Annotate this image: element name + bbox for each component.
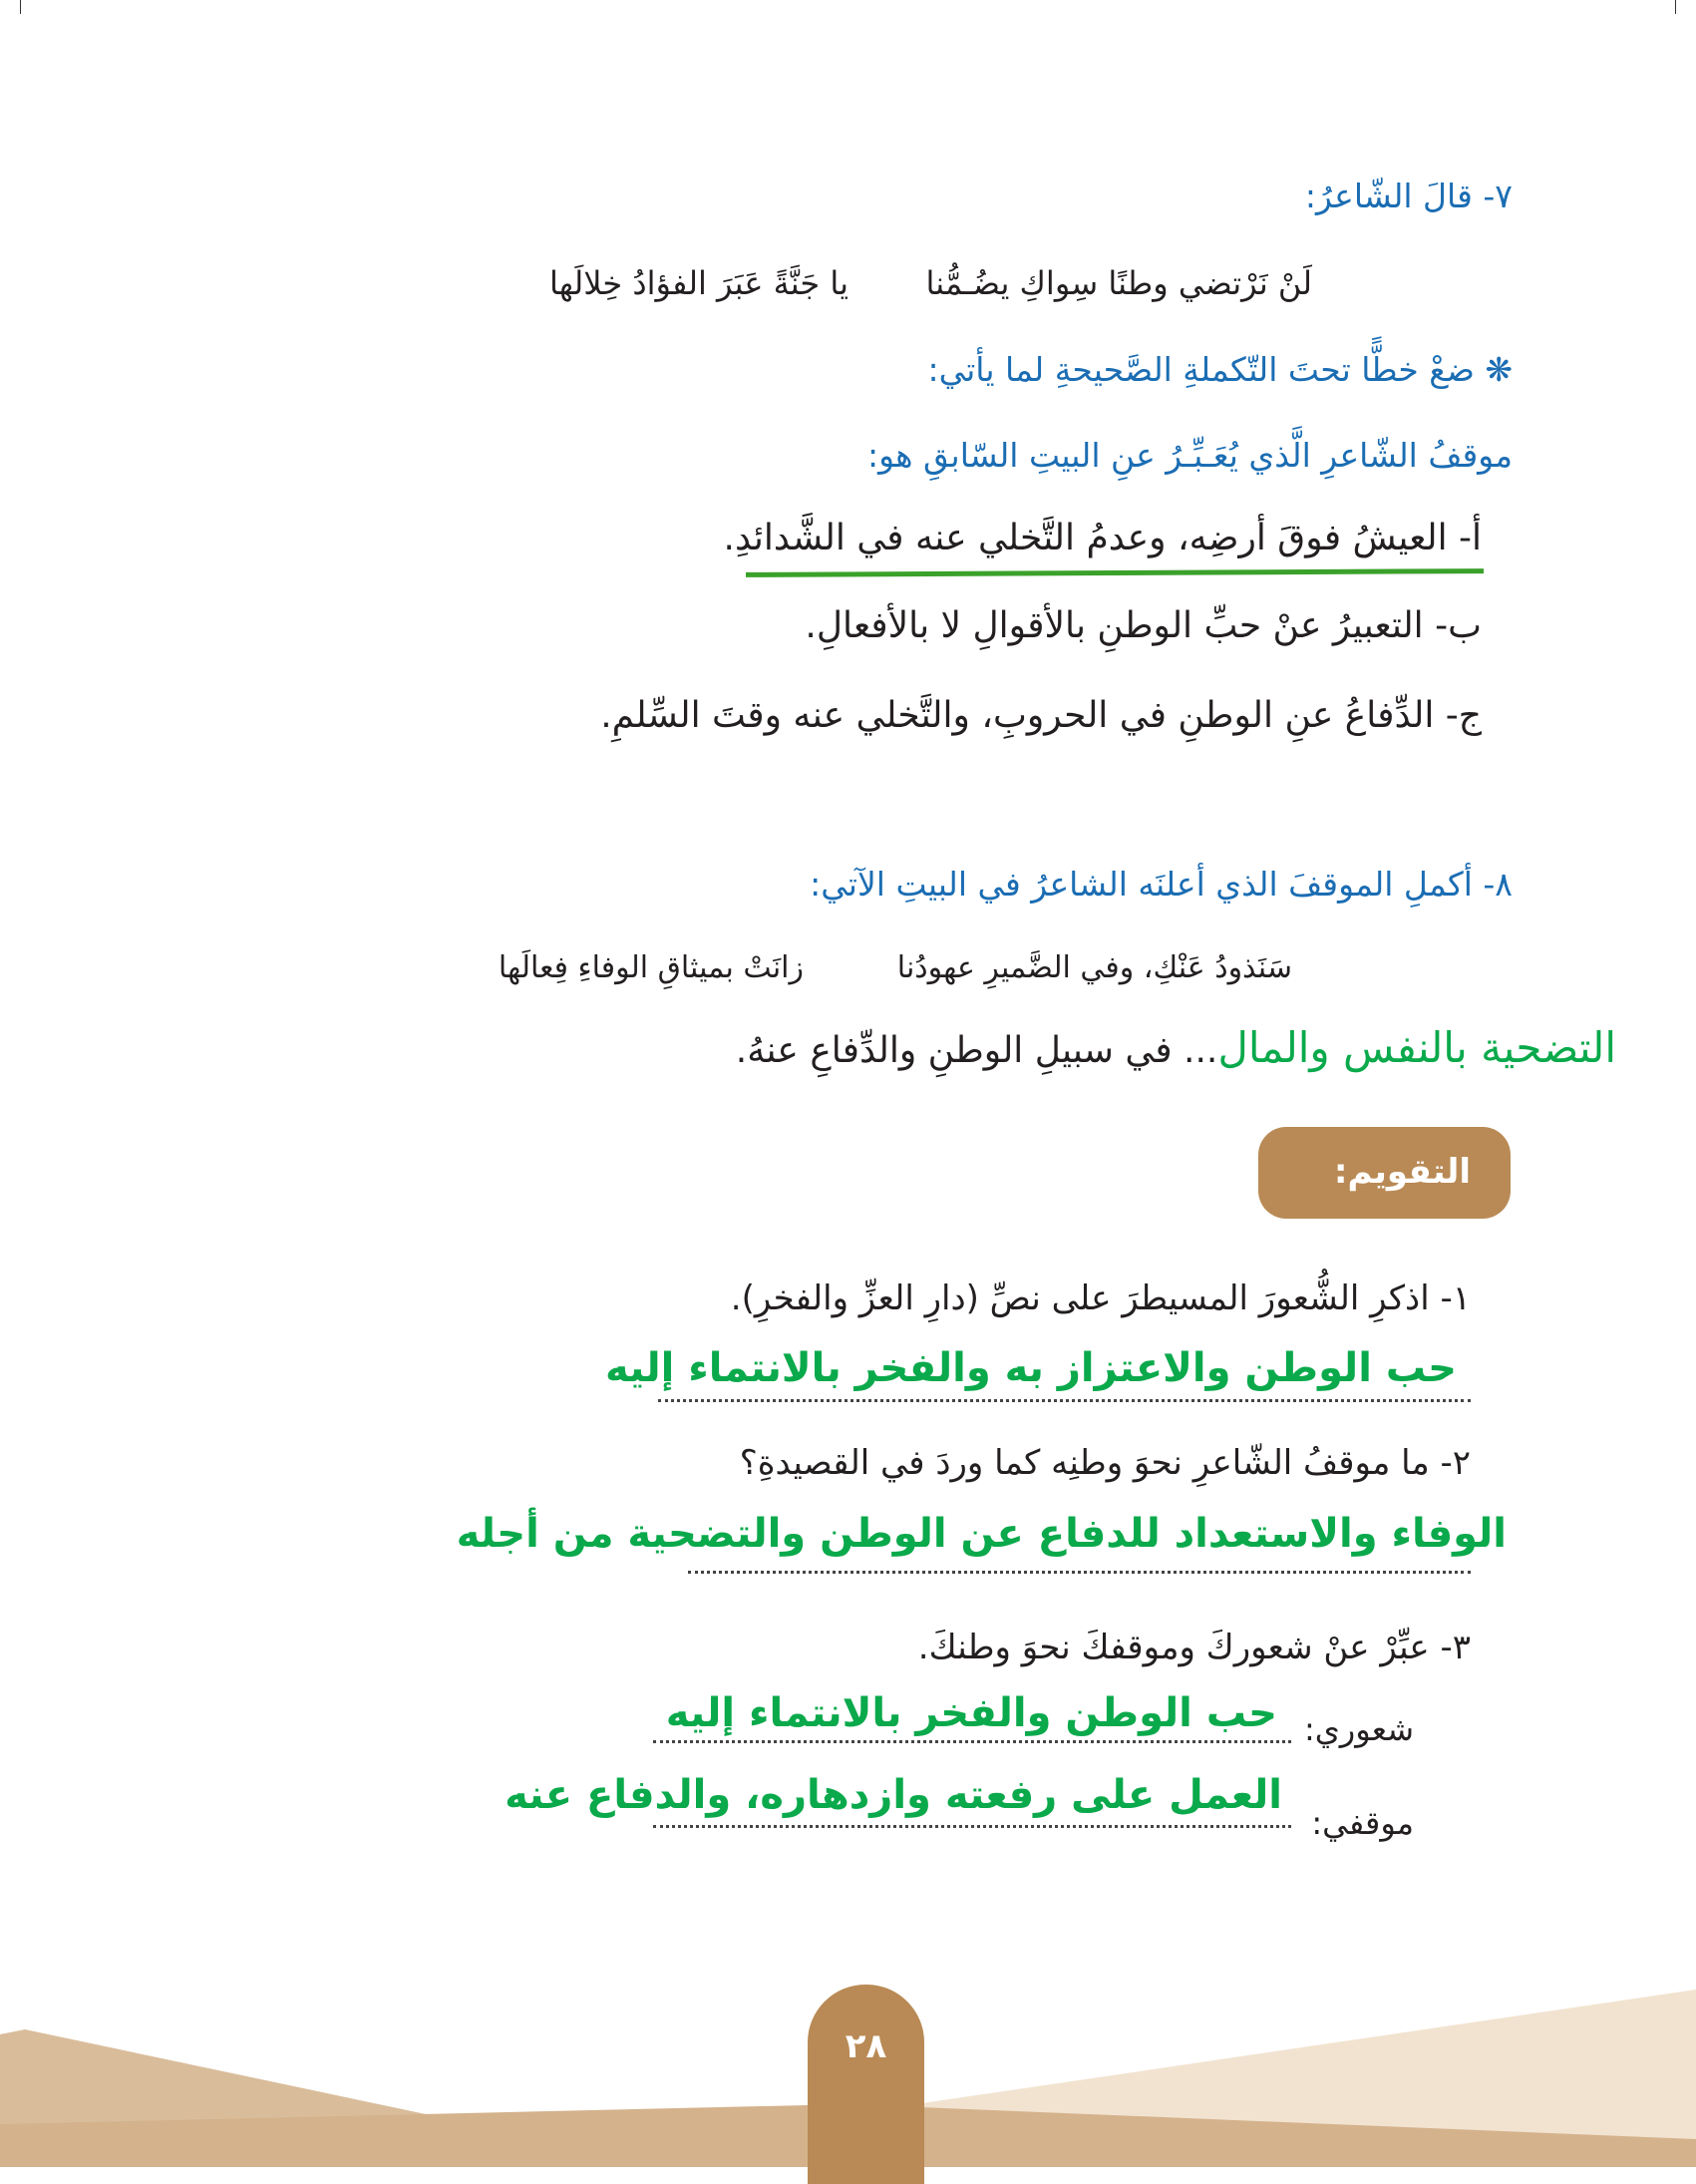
q7-instruction: ❋ ضعْ خطًّا تحتَ التّكملةِ الصَّحيحةِ لما يأتي: [927, 350, 1513, 389]
q8-sentence-rest: ... في سبيلِ الوطنِ والدِّفاعِ عنهُ. [735, 1030, 1218, 1071]
eval-a1[interactable]: حب الوطن والاعتزاز به والفخر بالانتماء إليه [605, 1345, 1457, 1391]
feeling-label: شعوري: [1303, 1710, 1414, 1748]
eval-a2[interactable]: الوفاء والاستعداد للدفاع عن الوطن والتضحية من أجله [456, 1511, 1507, 1557]
eval-q3: ٣- عبِّرْ عنْ شعوركَ وموقفكَ نحوَ وطنكَ. [917, 1628, 1471, 1667]
q8-verse-second: زانَتْ بميثاقِ الوفاءِ فِعالَها [498, 950, 804, 985]
stance-answer[interactable]: العمل على رفعته وازدهاره، والدفاع عنه [505, 1772, 1282, 1818]
answer-dotted-line [653, 1825, 1291, 1828]
crop-mark [1675, 0, 1676, 14]
q8-answer-line [735, 1023, 1616, 1072]
q7-option-b[interactable]: ب- التعبيرُ عنْ حبِّ الوطنِ بالأقوالِ لا بالأفعالِ. [805, 605, 1482, 646]
q7-title: ٧- قالَ الشّاعرُ: [1304, 177, 1513, 215]
q8-title: ٨- أكملِ الموقفَ الذي أعلنَه الشاعرُ في البيتِ الآتي: [810, 865, 1513, 904]
q7-verse-first: لَنْ نَرْتضي وطنًا سِواكِ يضُـمُّنا [925, 264, 1312, 302]
q7-option-c[interactable]: ج- الدِّفاعُ عنِ الوطنِ في الحروبِ، والتَّخلي عنه وقتَ السِّلمِ. [600, 695, 1482, 736]
evaluation-badge-label: التقويم: [1333, 1152, 1471, 1192]
q7-question: موقفُ الشّاعرِ الَّذي يُعَـبِّـرُ عنِ البيتِ السّابقِ هو: [866, 436, 1513, 475]
stance-label: موقفي: [1311, 1804, 1414, 1842]
selected-underline [746, 568, 1484, 577]
page-number: ٢٨ [845, 2026, 887, 2066]
q7-verse-second: يا جَنَّةً عَبَرَ الفؤادُ خِلالَها [549, 264, 848, 302]
q7-option-a[interactable]: أ- العيشُ فوقَ أرضِه، وعدمُ التَّخلي عنه في الشَّدائدِ. [723, 518, 1482, 558]
page-number-badge [808, 1985, 924, 2184]
q8-verse-first: سَنَذودُ عَنْكِ، وفي الضَّميرِ عهودُنا [896, 950, 1292, 985]
feeling-answer[interactable]: حب الوطن والفخر بالانتماء إليه [665, 1690, 1277, 1736]
evaluation-badge [1258, 1127, 1511, 1219]
q8-answer[interactable]: التضحية بالنفس والمال [1217, 1023, 1616, 1072]
answer-dotted-line [658, 1399, 1471, 1402]
answer-dotted-line [653, 1740, 1291, 1743]
crop-mark [20, 0, 21, 14]
eval-q1: ١- اذكرِ الشُّعورَ المسيطرَ على نصِّ (دارِ العزِّ والفخرِ). [730, 1278, 1471, 1318]
answer-dotted-line [688, 1571, 1471, 1574]
eval-q2: ٢- ما موقفُ الشّاعرِ نحوَ وطنِه كما وردَ في القصيدةِ؟ [739, 1443, 1471, 1483]
